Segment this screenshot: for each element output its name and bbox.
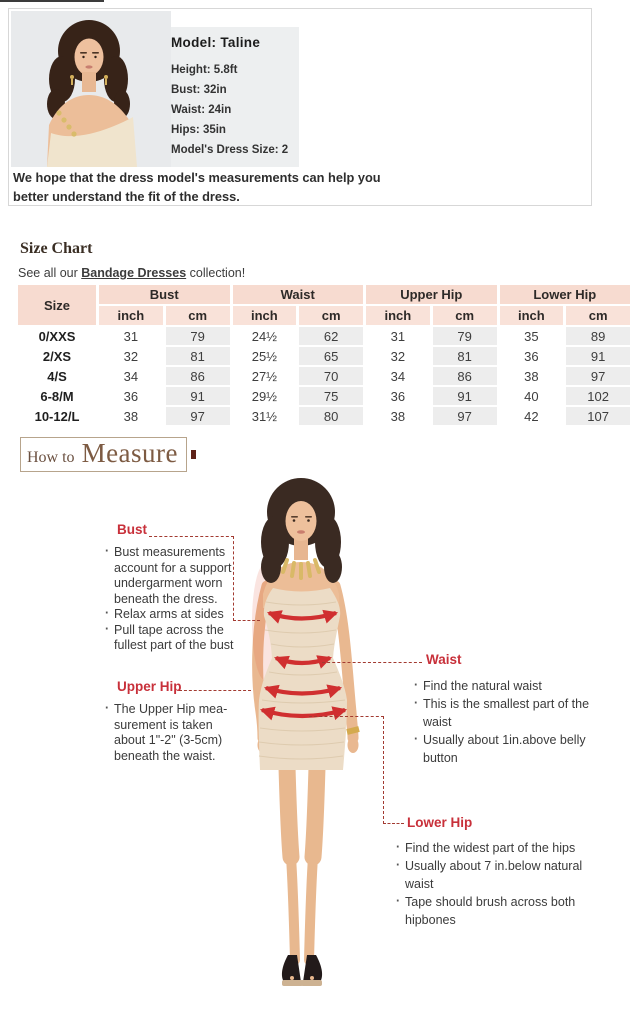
guide-bullet-item: · Bust measurements account for a support undergarment worn beneath the dress. (114, 545, 234, 607)
size-chart-heading: Size Chart (20, 240, 93, 257)
measure-figure-illustration (235, 472, 405, 1017)
upper-hip-tips-list (104, 702, 236, 764)
model-neck (82, 72, 96, 92)
bust-connector-line (233, 536, 234, 621)
bust-connector-line (233, 620, 260, 621)
figure-shoes (282, 955, 322, 986)
table-value-cell: 75 (299, 387, 363, 405)
table-value-cell: 107 (566, 407, 630, 425)
model-name: Model: Taline (171, 35, 261, 50)
table-value-cell: 34 (99, 367, 163, 385)
collection-prefix: See all our (18, 266, 82, 280)
model-stat-waist: Waist: 24in (171, 104, 232, 116)
guide-bullet-item: · Usually about 1in.above belly button (423, 731, 609, 767)
how-to-text: How to (27, 449, 75, 466)
table-value-cell: 25½ (233, 347, 297, 365)
table-size-cell: 2/XS (18, 347, 96, 365)
table-value-cell: 79 (166, 327, 230, 345)
table-unit-cell: cm (299, 306, 363, 325)
top-border-line (0, 0, 104, 2)
table-unit-cell: cm (566, 306, 630, 325)
figure-right-hand (348, 737, 359, 753)
table-value-cell: 32 (99, 347, 163, 365)
table-value-cell: 81 (166, 347, 230, 365)
table-size-cell: 6-8/M (18, 387, 96, 405)
upper-hip-connector-line (179, 690, 251, 691)
guide-bullet-item: · Usually about 7 in.below natural waist (405, 857, 607, 893)
figure-legs (287, 767, 317, 960)
table-group-waist: Waist (233, 285, 364, 304)
model-info-block (171, 35, 321, 160)
table-value-cell: 91 (566, 347, 630, 365)
bust-tips-list (104, 545, 234, 654)
bandage-dresses-link[interactable]: Bandage Dresses (81, 266, 187, 280)
table-value-cell: 36 (99, 387, 163, 405)
table-size-cell: 0/XXS (18, 327, 96, 345)
model-stat-bust: Bust: 32in (171, 84, 227, 96)
table-value-cell: 79 (433, 327, 497, 345)
lower-hip-connector-line (309, 716, 384, 717)
measure-text: Measure (81, 438, 179, 468)
table-unit-cell: cm (166, 306, 230, 325)
table-value-cell: 91 (433, 387, 497, 405)
guide-bullet-item: · Tape should brush across both hipbones (405, 893, 607, 929)
table-value-cell: 36 (500, 347, 564, 365)
table-value-cell: 81 (433, 347, 497, 365)
waist-tips-list (413, 677, 609, 767)
table-value-cell: 31 (366, 327, 430, 345)
table-value-cell: 34 (366, 367, 430, 385)
table-value-cell: 86 (433, 367, 497, 385)
lower-hip-label: Lower Hip (407, 815, 473, 830)
how-to-measure-heading (20, 437, 196, 472)
guide-bullet-item: · Pull tape across the fullest part of the bust (114, 623, 234, 654)
figure-bracelet (347, 729, 359, 732)
table-value-cell: 102 (566, 387, 630, 405)
lower-hip-tips-list (395, 839, 607, 929)
table-value-cell: 31 (99, 327, 163, 345)
model-caption: We hope that the dress model's measurements can help you better understand the fit of the dress. (13, 170, 381, 204)
table-value-cell: 42 (500, 407, 564, 425)
table-unit-cell: inch (366, 306, 430, 325)
collection-suffix: collection! (186, 266, 246, 280)
model-stat-dress-size: Model's Dress Size: 2 (171, 144, 289, 156)
table-size-header: Size (18, 285, 96, 325)
model-stat-height: Height: 5.8ft (171, 64, 238, 76)
table-value-cell: 38 (366, 407, 430, 425)
table-unit-cell: inch (99, 306, 163, 325)
bust-connector-line (149, 536, 234, 537)
table-group-lower-hip: Lower Hip (500, 285, 631, 304)
table-value-cell: 36 (366, 387, 430, 405)
how-to-measure-box (20, 437, 187, 472)
table-group-bust: Bust (99, 285, 230, 304)
table-value-cell: 29½ (233, 387, 297, 405)
table-value-cell: 27½ (233, 367, 297, 385)
table-unit-cell: inch (500, 306, 564, 325)
guide-bullet-item: · Find the widest part of the hips (405, 839, 607, 857)
table-value-cell: 38 (500, 367, 564, 385)
upper-hip-label: Upper Hip (117, 679, 182, 694)
table-value-cell: 80 (299, 407, 363, 425)
table-value-cell: 89 (566, 327, 630, 345)
waist-connector-line (322, 662, 422, 663)
table-value-cell: 65 (299, 347, 363, 365)
table-value-cell: 62 (299, 327, 363, 345)
table-value-cell: 35 (500, 327, 564, 345)
model-portrait-photo (11, 11, 171, 167)
size-chart-table (18, 285, 630, 425)
table-value-cell: 97 (166, 407, 230, 425)
table-value-cell: 38 (99, 407, 163, 425)
table-group-upper-hip: Upper Hip (366, 285, 497, 304)
table-value-cell: 32 (366, 347, 430, 365)
model-stat-hips: Hips: 35in (171, 124, 226, 136)
table-value-cell: 24½ (233, 327, 297, 345)
square-bullet-icon (191, 450, 196, 459)
lower-hip-connector-line (383, 716, 384, 824)
guide-bullet-item: · The Upper Hip mea-surement is taken about 1"-2" (3-5cm) beneath the waist. (114, 702, 236, 764)
waist-label: Waist (426, 652, 462, 667)
table-value-cell: 31½ (233, 407, 297, 425)
table-value-cell: 70 (299, 367, 363, 385)
bust-label: Bust (117, 522, 147, 537)
guide-bullet-item: · Relax arms at sides (114, 607, 234, 623)
table-value-cell: 86 (166, 367, 230, 385)
table-size-cell: 10-12/L (18, 407, 96, 425)
table-value-cell: 91 (166, 387, 230, 405)
guide-bullet-item: · Find the natural waist (423, 677, 609, 695)
table-value-cell: 97 (566, 367, 630, 385)
collection-line (18, 266, 245, 280)
lower-hip-connector-line (383, 823, 404, 824)
figure-face (286, 501, 317, 560)
table-value-cell: 40 (500, 387, 564, 405)
table-value-cell: 97 (433, 407, 497, 425)
table-unit-cell: cm (433, 306, 497, 325)
table-unit-cell: inch (233, 306, 297, 325)
model-info-card (8, 8, 592, 206)
guide-bullet-item: · This is the smallest part of the waist (423, 695, 609, 731)
table-size-cell: 4/S (18, 367, 96, 385)
model-face (75, 39, 104, 76)
